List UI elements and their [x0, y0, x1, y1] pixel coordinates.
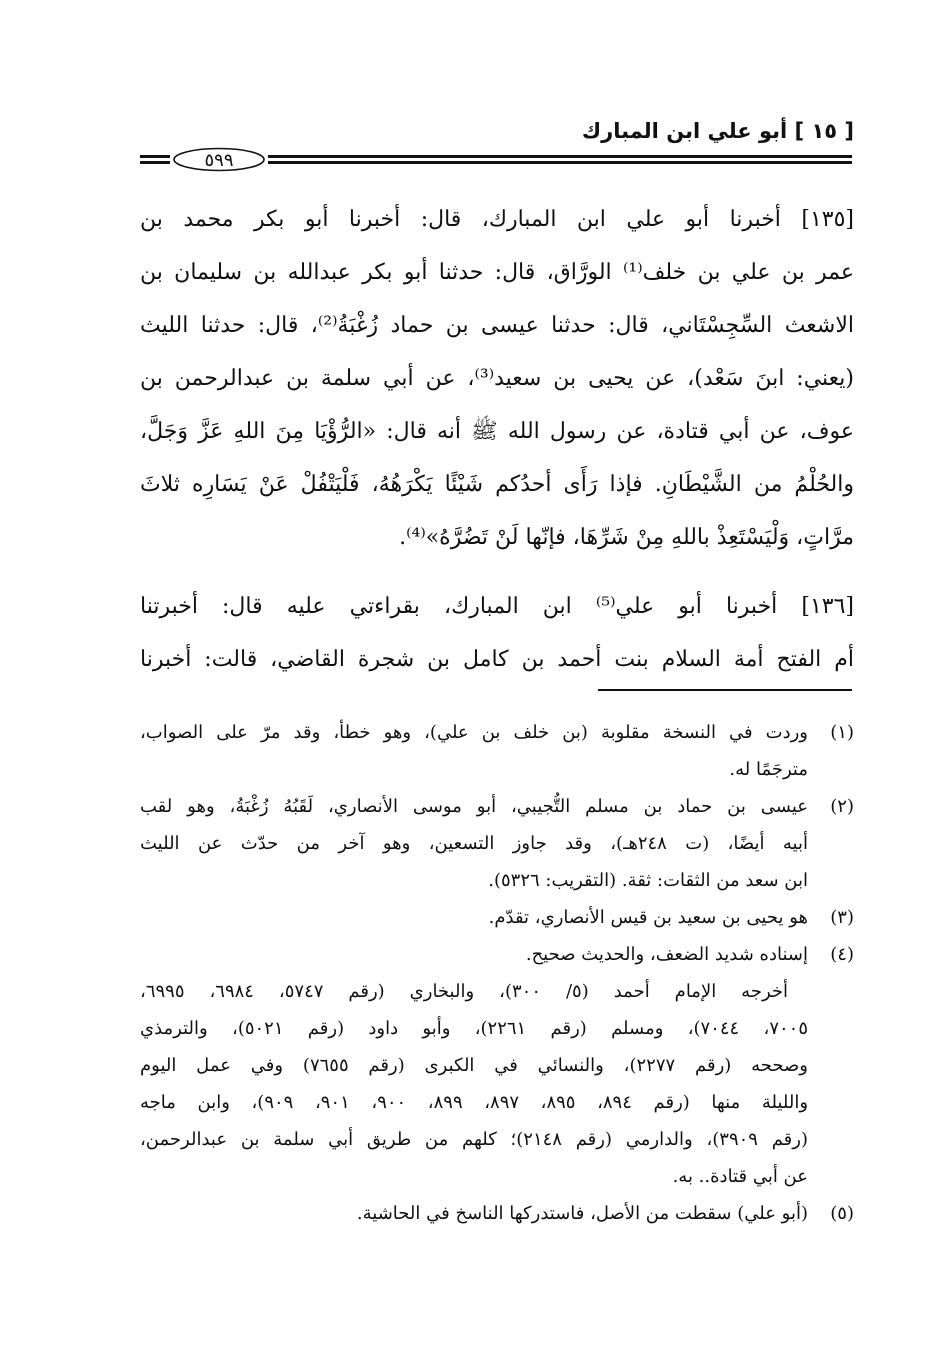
footnote-number: (٢)	[830, 796, 854, 817]
text-line: أم الفتح أمة السلام بنت أحمد بن كامل بن شجرة القاضي، قالت: أخبرنا	[140, 647, 854, 672]
footnote-number: (١)	[830, 722, 854, 743]
footnote-4-cont: أخرجه الإمام أحمد (٥/ ٣٠٠)، والبخاري (رقم ٥٧٤٧، ٦٩٨٤، ٦٩٩٥،	[140, 981, 789, 1002]
footnote-4-cont: (رقم ٣٩٠٩)، والدارمي (رقم ٢١٤٨)؛ كلهم من طريق أبي سلمة بن عبدالرحمن،	[140, 1129, 808, 1150]
footnote-separator	[598, 689, 852, 691]
footnote-1	[140, 714, 854, 751]
footnote-4-cont: ٧٠٠٥، ٧٠٤٤)، ومسلم (رقم ٢٢٦١)، وأبو داود (رقم ٥٠٢١)، والترمذي	[140, 1018, 808, 1039]
footnote-3	[140, 899, 854, 936]
footnote-text: (أبو علي) سقطت من الأصل، فاستدركها الناسخ في الحاشية.	[356, 1203, 808, 1224]
footnotes	[140, 714, 854, 1232]
main-text	[140, 193, 854, 686]
text-line: عوف، عن أبي قتادة، عن رسول الله ﷺ أنه قال: «الرُّؤْيَا مِنَ اللهِ عَزَّ وَجَلَّ،	[140, 419, 854, 444]
footnote-text: عيسى بن حماد بن مسلم التُّجيبي، أبو موسى الأنصاري، لَقَبُهُ زُغْبَةُ، وهو لقب	[140, 796, 808, 817]
footnote-4	[140, 936, 854, 973]
footnote-1-cont: مترجَمًا له.	[729, 759, 808, 780]
footnote-text: هو يحيى بن سعيد بن قيس الأنصاري، تقدّم.	[488, 907, 808, 928]
footnote-number: (٣)	[830, 907, 854, 928]
text-line: (يعني: ابنَ سَعْد)، عن يحيى بن سعيد⁽³⁾، عن أبي سلمة بن عبدالرحمن بن	[140, 366, 854, 391]
footnote-2-cont: أبيه أيضًا، (ت ٢٤٨هـ)، وقد جاوز التسعين، وهو آخر من حدّث عن الليث	[140, 833, 808, 854]
footnote-4-cont: وصححه (رقم ٢٢٧٧)، والنسائي في الكبرى (رقم ٧٦٥٥) وفي عمل اليوم	[140, 1055, 808, 1076]
footnote-4-cont: عن أبي قتادة.. به.	[672, 1166, 808, 1187]
page-number: ٥٩٩	[204, 150, 234, 171]
running-head: [ ١٥ ] أبو علي ابن المبارك	[581, 119, 854, 143]
footnote-4-cont: والليلة منها (رقم ٨٩٤، ٨٩٥، ٨٩٧، ٨٩٩، ٩٠٠، ٩٠١، ٩٠٩)، وابن ماجه	[140, 1092, 809, 1113]
text-line: عمر بن علي بن خلف⁽¹⁾ الورَّاق، قال: حدثنا أبو بكر عبدالله بن سليمان بن	[140, 260, 854, 285]
footnote-2-cont: ابن سعد من الثقات: ثقة. (التقريب: ٥٣٢٦).	[488, 870, 808, 891]
footnote-text: وردت في النسخة مقلوبة (بن خلف بن علي)، وهو خطأ، وقد مرّ على الصواب،	[140, 722, 808, 743]
text-line: [١٣٦] أخبرنا أبو علي⁽⁵⁾ ابن المبارك، بقراءتي عليه قال: أخبرتنا	[140, 594, 854, 619]
text-line: مرَّاتٍ، وَلْيَسْتَعِذْ باللهِ مِنْ شَرِّهَا، فإنّها لَنْ تَضُرَّهُ»⁽⁴⁾.	[399, 525, 854, 550]
footnote-text: إسناده شديد الضعف، والحديث صحيح.	[525, 944, 808, 965]
footnote-2	[140, 788, 854, 825]
footnote-number: (٤)	[830, 944, 854, 965]
footnote-5	[140, 1195, 854, 1232]
text-line: الاشعث السِّجِسْتَاني، قال: حدثنا عيسى بن حماد زُغْبَةُ⁽²⁾، قال: حدثنا الليث	[140, 313, 854, 338]
header-rules	[140, 147, 852, 173]
text-line: والحُلْمُ من الشَّيْطَانِ. فإذا رَأَى أحدُكم شَيْئًا يَكْرَهُهُ، فَلْيَتْفُلْ عَنْ يَسَارِه ثلاثَ	[140, 472, 854, 497]
footnote-number: (٥)	[830, 1203, 854, 1224]
text-line: [١٣٥] أخبرنا أبو علي ابن المبارك، قال: أخبرنا أبو بكر محمد بن	[140, 207, 854, 232]
